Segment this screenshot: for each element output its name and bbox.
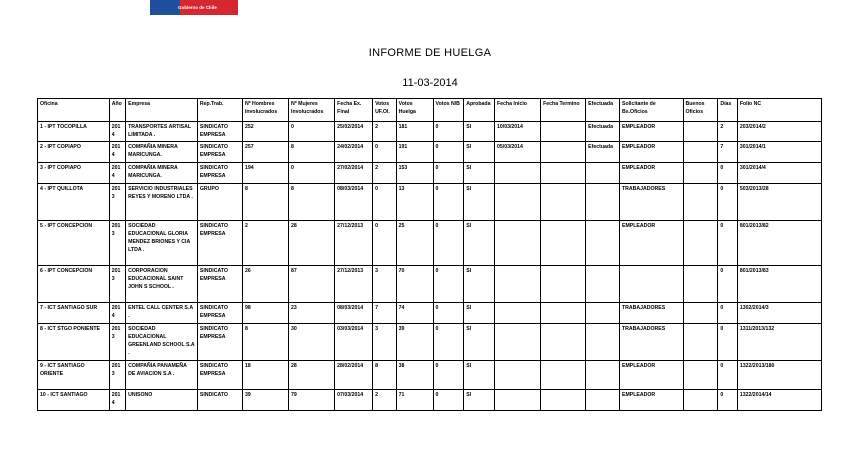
table-cell: SI: [464, 303, 495, 324]
column-header: Fecha Inicio: [494, 99, 540, 122]
table-cell: EMPLEADOR: [619, 361, 683, 390]
table-cell: 10/03/2014: [494, 122, 540, 142]
table-cell: EMPLEADOR: [619, 122, 683, 142]
table-cell: 1311/2013/132: [737, 324, 821, 361]
column-header: Solicitante de Bs.Oficios: [619, 99, 683, 122]
table-cell: 191: [396, 142, 433, 163]
table-cell: SINDICATO EMPRESA: [197, 122, 242, 142]
table-cell: 28: [289, 221, 335, 266]
table-cell: COMPAÑIA MINERA MARICUNGA.: [126, 142, 198, 163]
table-cell: 2 - IPT COPIAPO: [38, 142, 110, 163]
table-cell: 2: [373, 163, 397, 184]
table-cell: Efectuada: [586, 122, 620, 142]
table-cell: GRUPO: [197, 184, 242, 221]
table-cell: COMPAÑIA MINERA MARICUNGA.: [126, 163, 198, 184]
table-cell: [586, 163, 620, 184]
table-cell: 39: [396, 324, 433, 361]
table-cell: 7: [373, 303, 397, 324]
table-row: [38, 142, 822, 163]
logo-text: Gobierno de Chile: [178, 5, 217, 10]
table-cell: 0: [433, 122, 464, 142]
table-cell: 30: [289, 324, 335, 361]
table-cell: SOCIEDAD EDUCACIONAL GREENLAND SCHOOL S.A .: [126, 324, 198, 361]
table-cell: SOCIEDAD EDUCACIONAL GLORIA MENDEZ BRIONES Y CIA LTDA .: [126, 221, 198, 266]
table-cell: SINDICATO EMPRESA: [197, 324, 242, 361]
table-cell: 503/2013/28: [737, 184, 821, 221]
table-cell: [683, 390, 718, 411]
table-cell: 2014: [109, 163, 125, 184]
table-cell: [586, 324, 620, 361]
table-row: [38, 361, 822, 390]
column-header: Fecha Termino: [541, 99, 586, 122]
table-cell: 10 - ICT SANTIAGO: [38, 390, 110, 411]
table-cell: 3: [373, 324, 397, 361]
table-cell: SI: [464, 266, 495, 303]
table-cell: [494, 163, 540, 184]
table-row: [38, 184, 822, 221]
table-cell: SI: [464, 163, 495, 184]
table-cell: SI: [464, 221, 495, 266]
table-cell: 25: [396, 221, 433, 266]
table-cell: [683, 122, 718, 142]
table-row: [38, 122, 822, 142]
table-cell: [586, 303, 620, 324]
table-cell: 2014: [109, 122, 125, 142]
table-cell: SINDICATO EMPRESA: [197, 221, 242, 266]
table-cell: 0: [289, 163, 335, 184]
table-cell: 3: [373, 266, 397, 303]
table-cell: 2: [242, 221, 288, 266]
table-cell: EMPLEADOR: [619, 142, 683, 163]
table-cell: 70: [396, 266, 433, 303]
table-cell: 27/12/2013: [335, 266, 373, 303]
table-cell: 0: [718, 303, 737, 324]
table-cell: 2014: [109, 303, 125, 324]
table-cell: 301/2014/4: [737, 163, 821, 184]
table-cell: 0: [433, 221, 464, 266]
column-header: Aprobada: [464, 99, 495, 122]
table-cell: 5 - IPT CONCEPCION: [38, 221, 110, 266]
table-cell: UNISONO: [126, 390, 198, 411]
table-cell: SINDICATO EMPRESA: [197, 303, 242, 324]
column-header: Buenos Oficios: [683, 99, 718, 122]
column-header: Días: [718, 99, 737, 122]
table-cell: 8 - ICT STGO PONIENTE: [38, 324, 110, 361]
table-cell: 03/03/2014: [335, 324, 373, 361]
table-cell: 2014: [109, 142, 125, 163]
table-cell: [683, 142, 718, 163]
table-cell: 2013: [109, 184, 125, 221]
column-header: Nº Hombres Involucrados: [242, 99, 288, 122]
table-cell: 0: [718, 266, 737, 303]
table-cell: [541, 122, 586, 142]
table-cell: 38: [396, 361, 433, 390]
table-cell: 8: [242, 324, 288, 361]
table-cell: [541, 303, 586, 324]
table-cell: 8: [289, 184, 335, 221]
table-cell: 13: [396, 184, 433, 221]
table-cell: 98: [242, 303, 288, 324]
logo-blue-band: [150, 0, 180, 15]
table-cell: [586, 184, 620, 221]
table-cell: [494, 184, 540, 221]
table-cell: 0: [718, 361, 737, 390]
table-cell: SINDICATO EMPRESA: [197, 361, 242, 390]
table-cell: [683, 361, 718, 390]
table-cell: SERVICIO INDUSTRIALES REYES Y MORENO LTDA .: [126, 184, 198, 221]
table-cell: [541, 390, 586, 411]
table-cell: SI: [464, 390, 495, 411]
table-cell: [541, 324, 586, 361]
table-cell: 0: [718, 324, 737, 361]
table-cell: 0: [433, 390, 464, 411]
table-cell: 0: [718, 390, 737, 411]
table-cell: 08/03/2014: [335, 303, 373, 324]
table-cell: SINDICATO EMPRESA: [197, 266, 242, 303]
table-cell: [586, 221, 620, 266]
table-cell: TRABAJADORES: [619, 184, 683, 221]
table-cell: [541, 142, 586, 163]
column-header: Nº Mujeres Involucrados: [289, 99, 335, 122]
table-cell: 74: [396, 303, 433, 324]
table-cell: 0: [433, 142, 464, 163]
table-cell: [683, 324, 718, 361]
table-cell: [494, 390, 540, 411]
table-cell: [494, 361, 540, 390]
table-cell: 3 - IPT COPIAPO: [38, 163, 110, 184]
table-cell: 0: [433, 324, 464, 361]
table-cell: [586, 266, 620, 303]
table-cell: 71: [396, 390, 433, 411]
gobierno-logo: [150, 0, 238, 15]
table-cell: 0: [433, 163, 464, 184]
table-cell: 05/03/2014: [494, 142, 540, 163]
table-cell: 79: [289, 390, 335, 411]
table-row: [38, 221, 822, 266]
table-cell: 9 - ICT SANTIAGO ORIENTE: [38, 361, 110, 390]
table-cell: [683, 163, 718, 184]
table-cell: 801/2013/83: [737, 266, 821, 303]
table-cell: [494, 266, 540, 303]
table-cell: 25/02/2014: [335, 122, 373, 142]
table-cell: 1322/2013/180: [737, 361, 821, 390]
table-cell: 2014: [109, 390, 125, 411]
table-cell: SINDICATO EMPRESA: [197, 163, 242, 184]
table-cell: [494, 324, 540, 361]
table-cell: 26: [242, 266, 288, 303]
table-header-row: [38, 99, 822, 122]
table-cell: 7 - ICT SANTIAGO SUR: [38, 303, 110, 324]
column-header: Votos Huelga: [396, 99, 433, 122]
table-cell: [683, 266, 718, 303]
table-cell: 2013: [109, 266, 125, 303]
table-cell: 203/2014/2: [737, 122, 821, 142]
table-cell: 27/02/2014: [335, 163, 373, 184]
table-row: [38, 390, 822, 411]
table-cell: EMPLEADOR: [619, 163, 683, 184]
table-cell: 28: [289, 361, 335, 390]
table-cell: 0: [433, 266, 464, 303]
table-cell: 1302/2014/3: [737, 303, 821, 324]
table-cell: 8: [289, 142, 335, 163]
table-cell: 181: [396, 122, 433, 142]
table-cell: 0: [718, 184, 737, 221]
table-cell: 194: [242, 163, 288, 184]
table-cell: SINDICATO EMPRESA: [197, 142, 242, 163]
table-cell: 7: [718, 142, 737, 163]
table-cell: 0: [433, 184, 464, 221]
table-cell: [586, 390, 620, 411]
table-cell: 0: [433, 361, 464, 390]
column-header: Votos N/B: [433, 99, 464, 122]
table-cell: 2: [373, 122, 397, 142]
table-cell: [683, 221, 718, 266]
table-cell: 23: [289, 303, 335, 324]
table-cell: 8: [373, 361, 397, 390]
table-cell: [683, 184, 718, 221]
table-row: [38, 266, 822, 303]
table-cell: 39: [242, 390, 288, 411]
table-cell: 87: [289, 266, 335, 303]
table-cell: [541, 221, 586, 266]
table-cell: 24/02/2014: [335, 142, 373, 163]
table-cell: 27/12/2013: [335, 221, 373, 266]
table-cell: 2013: [109, 361, 125, 390]
table-row: [38, 163, 822, 184]
table-cell: [541, 163, 586, 184]
table-cell: SI: [464, 324, 495, 361]
column-header: Empresa: [126, 99, 198, 122]
column-header: Efectuada: [586, 99, 620, 122]
table-cell: EMPLEADOR: [619, 221, 683, 266]
table-cell: 0: [718, 163, 737, 184]
table-cell: TRANSPORTES ARTISAL LIMITADA .: [126, 122, 198, 142]
table-cell: 801/2013/82: [737, 221, 821, 266]
column-header: Año: [109, 99, 125, 122]
table-cell: SINDICATO: [197, 390, 242, 411]
table-cell: ENTEL CALL CENTER S.A .: [126, 303, 198, 324]
table-cell: [541, 266, 586, 303]
report-date: 11-03-2014: [402, 77, 458, 89]
table-cell: [586, 361, 620, 390]
table-cell: Efectuada: [586, 142, 620, 163]
table-cell: 0: [373, 184, 397, 221]
table-cell: 18: [242, 361, 288, 390]
table-cell: 08/03/2014: [335, 184, 373, 221]
report-title: INFORME DE HUELGA: [368, 47, 492, 59]
table-row: [38, 303, 822, 324]
table-cell: 0: [373, 221, 397, 266]
table-cell: 0: [373, 142, 397, 163]
column-header: Folio NC: [737, 99, 821, 122]
table-cell: 1322/2014/14: [737, 390, 821, 411]
table-cell: 28/02/2014: [335, 361, 373, 390]
table-cell: CORPORACION EDUCACIONAL SAINT JOHN S SCHOOL .: [126, 266, 198, 303]
table-cell: [541, 184, 586, 221]
table-cell: SI: [464, 142, 495, 163]
table-cell: 07/03/2014: [335, 390, 373, 411]
column-header: Votos UF.Ol.: [373, 99, 397, 122]
table-cell: [683, 303, 718, 324]
table-cell: TRABAJADORES: [619, 324, 683, 361]
table-cell: 0: [718, 221, 737, 266]
table-row: [38, 324, 822, 361]
table-cell: COMPAÑIA PANAMEÑA DE AVIACION S.A .: [126, 361, 198, 390]
table-cell: 2013: [109, 221, 125, 266]
table-cell: 6 - IPT CONCEPCION: [38, 266, 110, 303]
column-header: Fecha Ex. Final: [335, 99, 373, 122]
table-cell: 2: [373, 390, 397, 411]
table-cell: [619, 266, 683, 303]
table-cell: 0: [289, 122, 335, 142]
table-cell: [494, 303, 540, 324]
column-header: Rep.Trab.: [197, 99, 242, 122]
table-cell: 8: [242, 184, 288, 221]
column-header: Oficina: [38, 99, 110, 122]
table-cell: SI: [464, 122, 495, 142]
table-cell: [494, 221, 540, 266]
table-cell: SI: [464, 361, 495, 390]
table-cell: 257: [242, 142, 288, 163]
strike-report-table: [37, 98, 822, 411]
table-cell: EMPLEADOR: [619, 390, 683, 411]
table-cell: SI: [464, 184, 495, 221]
table-cell: 1 - IPT TOCOPILLA: [38, 122, 110, 142]
table-cell: TRABAJADORES: [619, 303, 683, 324]
table-cell: 153: [396, 163, 433, 184]
table-cell: 2013: [109, 324, 125, 361]
table-cell: 252: [242, 122, 288, 142]
table-cell: 0: [433, 303, 464, 324]
table-cell: 4 - IPT QUILLOTA: [38, 184, 110, 221]
table-cell: 301/2014/1: [737, 142, 821, 163]
table-cell: [541, 361, 586, 390]
table-cell: 2: [718, 122, 737, 142]
